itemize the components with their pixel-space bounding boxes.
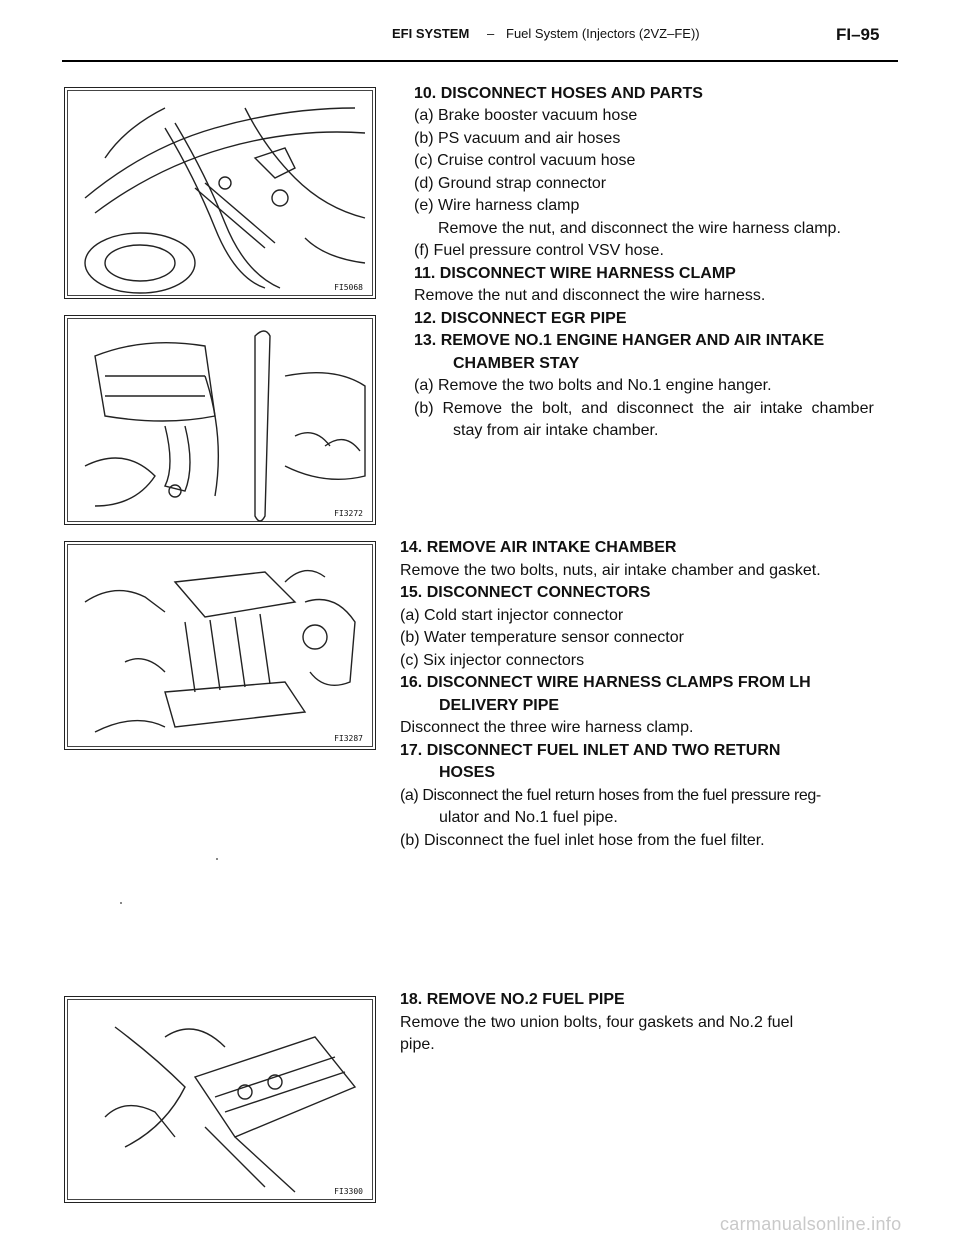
header-section: EFI SYSTEM — [392, 26, 470, 41]
step-10-f: (f) Fuel pressure control VSV hose. — [414, 242, 664, 259]
step-14-text: Remove the two bolts, nuts, air intake chamber and gasket. — [400, 562, 821, 579]
figure-intake-chamber-illustration — [64, 541, 376, 750]
figure-code: FI3272 — [334, 509, 363, 518]
page-number: FI–95 — [836, 25, 880, 44]
step-16-text: Disconnect the three wire harness clamp. — [400, 719, 694, 736]
step-10-e-note: Remove the nut, and disconnect the wire harness clamp. — [438, 220, 841, 237]
figure-code: FI5068 — [334, 283, 363, 292]
step-17-title: 17. DISCONNECT FUEL INLET AND TWO RETURN — [400, 742, 781, 759]
step-10-a: (a) Brake booster vacuum hose — [414, 107, 638, 124]
engine-hoses-drawing — [65, 88, 375, 298]
step-16-title: 16. DISCONNECT WIRE HARNESS CLAMPS FROM LH — [400, 674, 811, 691]
figure-code: FI3287 — [334, 734, 363, 743]
step-15-a: (a) Cold start injector connector — [400, 607, 624, 624]
speck — [216, 858, 218, 860]
step-17-title-cont: HOSES — [439, 764, 496, 781]
figure-hoses-illustration — [64, 87, 376, 299]
egr-pipe-drawing — [65, 316, 375, 524]
step-16-title-cont: DELIVERY PIPE — [439, 697, 560, 714]
intake-chamber-drawing — [65, 542, 375, 749]
figure-egr-illustration — [64, 315, 376, 525]
figure-fuel-pipe-illustration — [64, 996, 376, 1203]
step-17-a-cont: ulator and No.1 fuel pipe. — [439, 809, 618, 826]
step-11-title: 11. DISCONNECT WIRE HARNESS CLAMP — [414, 265, 736, 282]
step-11-text: Remove the nut and disconnect the wire harness. — [414, 287, 766, 304]
step-10-d: (d) Ground strap connector — [414, 175, 607, 192]
step-10-c: (c) Cruise control vacuum hose — [414, 152, 636, 169]
step-13-a: (a) Remove the two bolts and No.1 engine hanger. — [414, 377, 772, 394]
header-rule — [62, 60, 898, 62]
step-13-title: 13. REMOVE NO.1 ENGINE HANGER AND AIR INTAKE — [414, 332, 825, 349]
header-dash: – — [487, 26, 495, 41]
step-10-e: (e) Wire harness clamp — [414, 197, 580, 214]
step-15-b: (b) Water temperature sensor connector — [400, 629, 684, 646]
step-18-text-cont: pipe. — [400, 1036, 435, 1053]
step-14-title: 14. REMOVE AIR INTAKE CHAMBER — [400, 539, 677, 556]
step-18-title: 18. REMOVE NO.2 FUEL PIPE — [400, 991, 625, 1008]
speck — [120, 902, 122, 904]
step-13-b: (b) Remove the bolt, and disconnect the air intake chamber — [414, 400, 874, 417]
fuel-pipe-drawing — [65, 997, 375, 1202]
step-15-title: 15. DISCONNECT CONNECTORS — [400, 584, 651, 601]
step-18-text: Remove the two union bolts, four gaskets and No.2 fuel — [400, 1014, 794, 1031]
step-17-b: (b) Disconnect the fuel inlet hose from the fuel filter. — [400, 832, 765, 849]
step-13-title-cont: CHAMBER STAY — [453, 355, 580, 372]
figure-code: FI3300 — [334, 1187, 363, 1196]
step-15-c: (c) Six injector connectors — [400, 652, 585, 669]
step-17-a: (a) Disconnect the fuel return hoses from the fuel pressure reg- — [400, 787, 821, 804]
step-12-title: 12. DISCONNECT EGR PIPE — [414, 310, 627, 327]
step-10-b: (b) PS vacuum and air hoses — [414, 130, 621, 147]
step-13-b-cont: stay from air intake chamber. — [453, 422, 659, 439]
step-10-title: 10. DISCONNECT HOSES AND PARTS — [414, 85, 703, 102]
watermark-link[interactable]: carmanualsonline.info — [720, 1214, 902, 1234]
header-subtitle: Fuel System (Injectors (2VZ–FE)) — [506, 26, 700, 41]
